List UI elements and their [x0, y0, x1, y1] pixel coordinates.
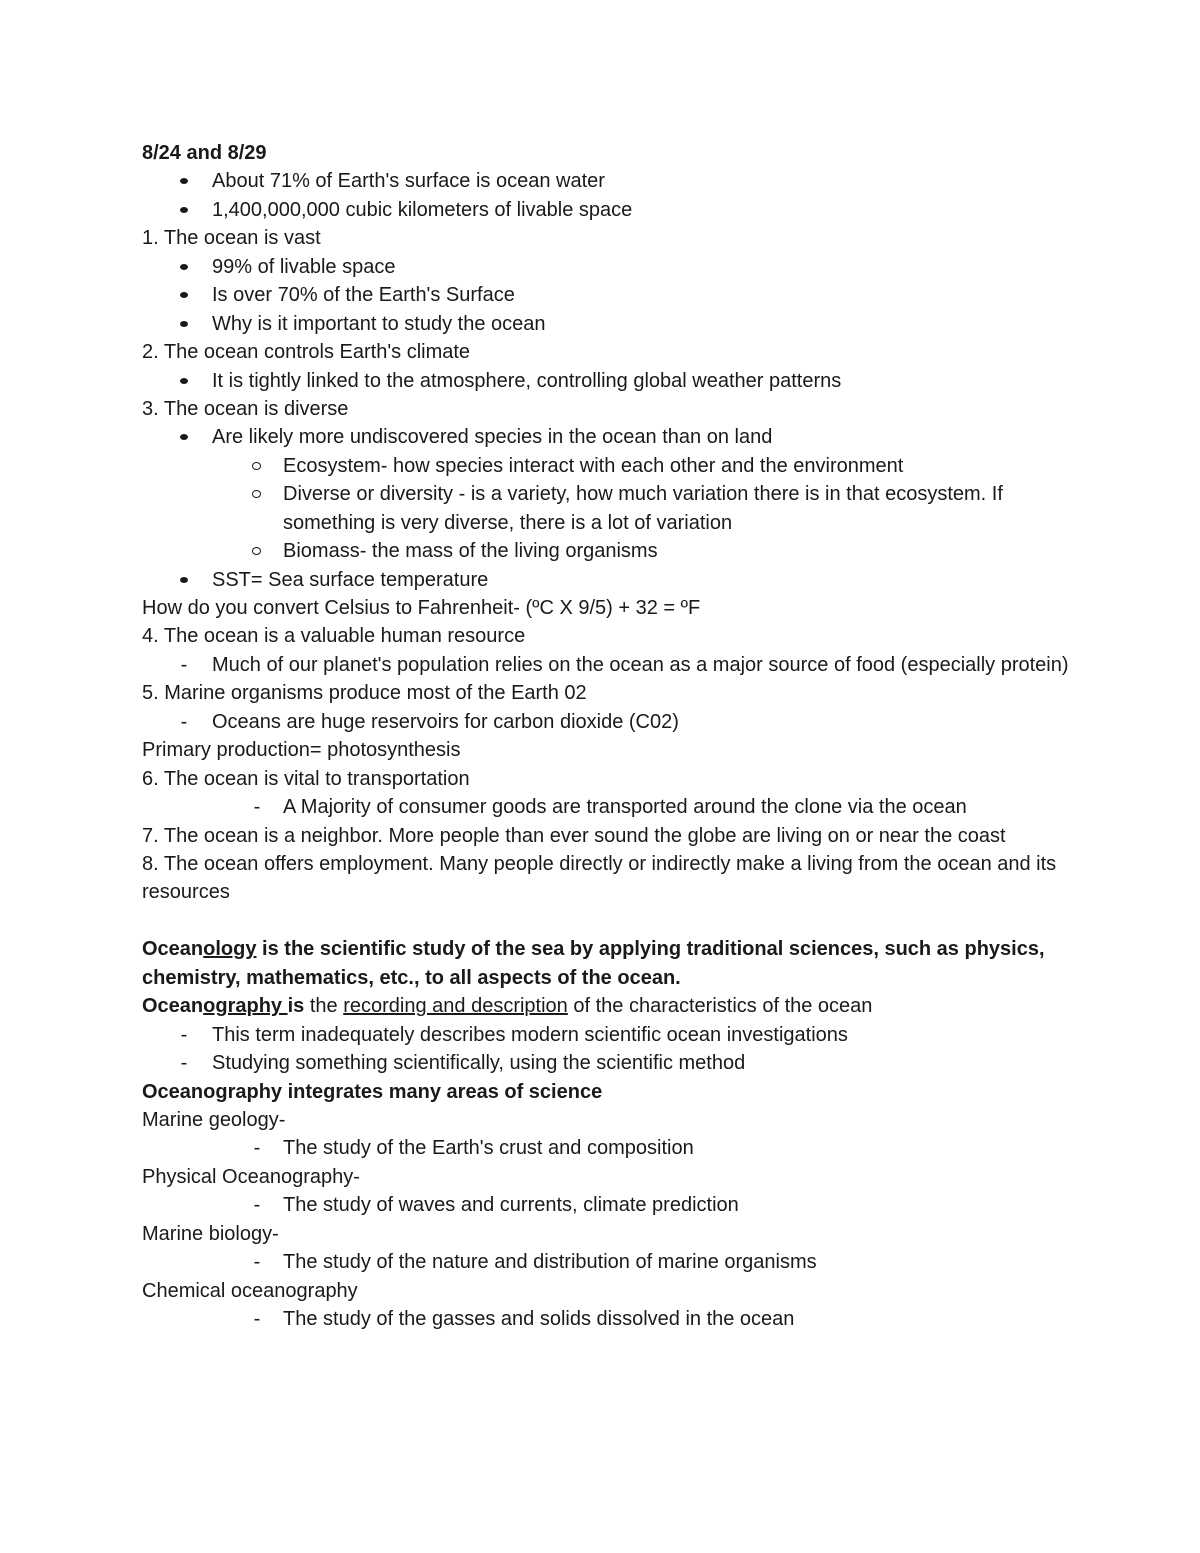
list-item: SST= Sea surface temperature	[212, 568, 489, 591]
sub-list-item: Ecosystem- how species interact with each other and the environment	[283, 454, 904, 477]
point-heading: 2. The ocean controls Earth's climate	[142, 341, 471, 364]
dash-marker: -	[180, 710, 188, 733]
dash-marker: -	[253, 1251, 261, 1274]
conversion-line: How do you convert Celsius to Fahrenheit- (ºC X 9/5) + 32 = ºF	[142, 597, 701, 620]
list-item: It is tightly linked to the atmosphere, controlling global weather patterns	[212, 369, 842, 392]
field-name: Physical Oceanography-	[142, 1165, 360, 1188]
dash-item: - The study of the gasses and solids dissolved in the ocean	[142, 1305, 1072, 1333]
point-heading: 8. The ocean offers employment. Many people directly or indirectly make a living from the ocean and its resources	[142, 853, 1057, 904]
dash-marker: -	[253, 1308, 261, 1331]
list-item: 1,400,000,000 cubic kilometers of livable space	[212, 198, 633, 221]
dash-item: - The study of the Earth's crust and composition	[142, 1134, 1072, 1162]
field-name: Marine geology-	[142, 1109, 286, 1131]
dash-item: - This term inadequately describes modern scientific ocean investigations	[142, 1021, 1072, 1049]
oceanology-definition: Oceanology is the scientific study of the sea by applying traditional sciences, such as physics, chemistry, mathematics, etc., to all aspects of the ocean.	[142, 938, 1045, 989]
field-name: Marine biology-	[142, 1222, 279, 1245]
sub-list-item: Diverse or diversity - is a variety, how much variation there is in that ecosystem. If something is very diverse, there is a lot of variation	[283, 483, 1003, 534]
oceanography-definition: Oceanography is the recording and description of the characteristics of the ocean	[142, 995, 873, 1018]
dash-marker: -	[253, 796, 261, 819]
dash-item: - The study of waves and currents, climate prediction	[142, 1191, 1072, 1219]
field-name: Chemical oceanography	[142, 1279, 358, 1302]
point-heading: 6. The ocean is vital to transportation	[142, 767, 470, 790]
spacer	[142, 907, 1072, 935]
dash-item: - The study of the nature and distribution of marine organisms	[142, 1248, 1072, 1276]
dash-item: - Oceans are huge reservoirs for carbon dioxide (C02)	[142, 708, 1072, 736]
dash-marker: -	[180, 653, 188, 676]
dash-marker: -	[180, 1052, 188, 1075]
point-heading: 3. The ocean is diverse	[142, 397, 349, 420]
primary-production-line: Primary production= photosynthesis	[142, 739, 461, 762]
dash-item: - Studying something scientifically, using the scientific method	[142, 1049, 1072, 1077]
point-heading: 4. The ocean is a valuable human resource	[142, 625, 526, 648]
list-item: Are likely more undiscovered species in the ocean than on land	[212, 426, 773, 449]
dash-marker: -	[180, 1023, 188, 1046]
list-item: About 71% of Earth's surface is ocean water	[212, 170, 605, 193]
list-item: Is over 70% of the Earth's Surface	[212, 284, 515, 307]
point-heading: 7. The ocean is a neighbor. More people than ever sound the globe are living on or near the coast	[142, 824, 1006, 847]
list-item: Why is it important to study the ocean	[212, 312, 546, 335]
integrates-heading: Oceanography integrates many areas of science	[142, 1080, 603, 1103]
dash-marker: -	[253, 1194, 261, 1217]
dash-item: - Much of our planet's population relies on the ocean as a major source of food (especially protein)	[142, 651, 1072, 679]
point-heading: 5. Marine organisms produce most of the Earth 02	[142, 682, 587, 705]
date-heading: 8/24 and 8/29	[142, 142, 267, 164]
dash-marker: -	[253, 1137, 261, 1160]
point-heading: 1. The ocean is vast	[142, 227, 321, 250]
dash-item: - A Majority of consumer goods are transported around the clone via the ocean	[142, 793, 1072, 821]
list-item: 99% of livable space	[212, 255, 396, 278]
notes-body	[142, 139, 1072, 1334]
sub-list-item: Biomass- the mass of the living organisms	[283, 540, 658, 563]
